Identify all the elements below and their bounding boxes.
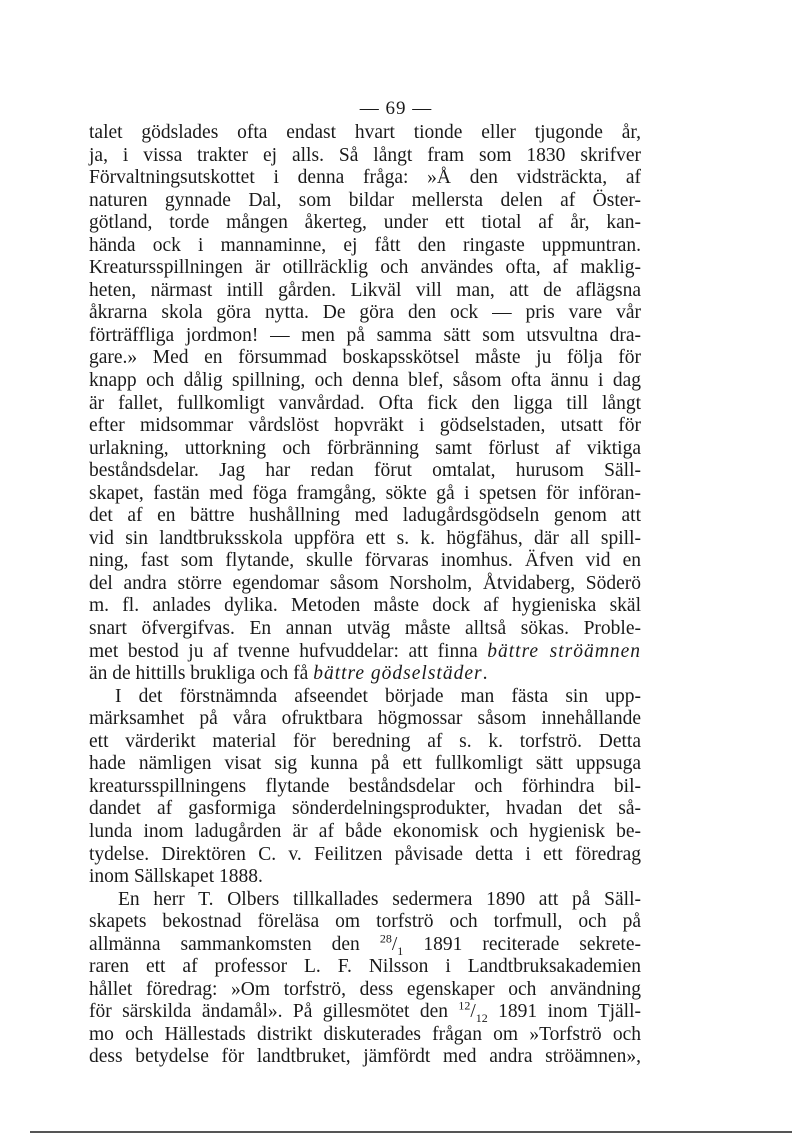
text-line: hade nämligen visat sig kunna på ett fullkomligt sätt uppsuga: [89, 753, 641, 775]
text-line: knapp och dålig spillning, och denna blef, såsom ofta ännu i dag: [89, 370, 641, 392]
body-text: [89, 122, 641, 1069]
italic-phrase: bättre gödselstäder: [313, 663, 483, 685]
text-line: m. fl. anlades dylika. Metoden måste dock af hygieniska skäl: [89, 595, 641, 617]
text-line: tydelse. Direktören C. v. Feilitzen påvisade detta i ett föredrag: [89, 843, 641, 865]
text-segment: än de hittills brukliga och få: [89, 663, 314, 685]
text-line: götland, torde mången åkerteg, under ett tiotal af år, kan-: [89, 212, 641, 234]
page-number: — 69 —: [359, 98, 433, 119]
text-line: heten, närmast intill gården. Likväl vill man, att de aflägsna: [89, 279, 641, 301]
text-line: är fallet, fullkomligt vanvårdad. Ofta fick den ligga till långt: [89, 392, 641, 414]
text-line: Förvaltningsutskottet i denna fråga: »Å den vidsträckta, af: [89, 167, 641, 189]
date-subscript: 12: [475, 1011, 488, 1026]
text-segment: 1891 inom Tjäll-: [487, 1001, 642, 1023]
text-line: [89, 998, 642, 1026]
text-line: urlakning, uttorkning och förbränning samt förlust af viktiga: [89, 437, 641, 459]
text-line: mo och Hällestads distrikt diskuterades frågan om »Torfströ och: [89, 1023, 641, 1045]
text-line: del andra större egendomar såsom Norsholm, Åtvidaberg, Söderö: [89, 572, 641, 594]
text-line: I det förstnämnda afseendet började man fästa sin upp-: [115, 685, 641, 707]
text-line: märksamhet på våra ofruktbara högmossar såsom innehållande: [89, 708, 641, 730]
italic-phrase: bättre ströämnen: [487, 640, 641, 662]
text-line: dess betydelse för landtbruket, jämfördt med andra ströämnen»,: [89, 1046, 641, 1068]
text-segment: 1891 reciterade sekrete-: [403, 933, 642, 955]
text-line: ett värderikt material för beredning af s. k. torfströ. Detta: [89, 730, 641, 752]
text-line: lunda inom ladugården är af både ekonomisk och hygienisk be-: [89, 820, 641, 842]
text-line: vid sin landtbruksskola uppföra ett s. k. högfähus, där all spill-: [89, 527, 641, 549]
text-line: skapet, fastän med föga framgång, sökte gå i spetsen för införan-: [89, 482, 641, 504]
text-segment: allmänna sammankomsten den: [89, 933, 380, 955]
text-line: gare.» Med en försummad boskapsskötsel måste ju följa för: [89, 347, 641, 369]
text-line: snart öfvergifvas. En annan utväg måste alltså sökas. Proble-: [89, 618, 641, 640]
text-line: hållet föredrag: »Om torfströ, dess egenskaper och användning: [89, 978, 641, 1000]
text-line: raren ett af professor L. F. Nilsson i Landtbruksakademien: [89, 956, 641, 978]
text-line: [89, 931, 642, 958]
text-line: efter midsommar vårdslöst hopvräkt i gödselstaden, utsatt för: [89, 415, 641, 437]
text-line: ning, fast som flytande, skulle förvaras inomhus. Äfven vid en: [89, 550, 641, 572]
date-superscript: 12: [458, 998, 471, 1013]
text-line: ja, i vissa trakter ej alls. Så långt fram som 1830 skrifver: [89, 144, 641, 166]
date-superscript: 28: [379, 931, 392, 946]
scan-edge-line: [30, 1131, 792, 1133]
text-line: talet gödslades ofta endast hvart tionde eller tjugonde år,: [89, 122, 641, 143]
text-line: Kreatursspillningen är otillräcklig och användes ofta, af maklig-: [89, 257, 641, 279]
text-line: det af en bättre hushållning med ladugårdsgödseln genom att: [89, 505, 641, 527]
text-segment: met bestod ju af tvenne hufvuddelar: att finna: [89, 640, 488, 662]
text-line: En herr T. Olbers tillkallades sedermera 1890 att på Säll-: [118, 888, 641, 910]
text-line: beståndsdelar. Jag har redan förut omtalat, hurusom Säll-: [89, 460, 641, 482]
text-line: naturen gynnade Dal, som bildar mellersta delen af Öster-: [89, 189, 641, 211]
text-line: åkrarna skola göra nytta. De göra den ock — pris vare vår: [89, 302, 641, 324]
date-subscript: 1: [397, 943, 404, 958]
text-segment: för särskilda ändamål». På gillesmötet den: [89, 1001, 459, 1023]
text-line: dandet af gasformiga sönderdelningsprodukter, hvadan det så-: [89, 798, 641, 820]
text-line: skapets bekostnad föreläsa om torfströ och torfmull, och på: [89, 911, 641, 933]
text-line: inom Sällskapet 1888.: [89, 866, 263, 888]
text-line: kreatursspillningens flytande beståndsdelar och förhindra bil-: [89, 775, 641, 797]
text-line: [89, 641, 641, 664]
text-line: [89, 663, 641, 686]
text-line: hända ock i mannaminne, ej fått den ringaste uppmuntran.: [89, 234, 641, 256]
text-line: förträffliga jordmon! — men på samma sätt som utsvultna dra-: [89, 324, 641, 346]
text-segment: .: [482, 663, 488, 685]
date-slash: /: [391, 933, 398, 955]
date-slash: /: [470, 1001, 476, 1023]
